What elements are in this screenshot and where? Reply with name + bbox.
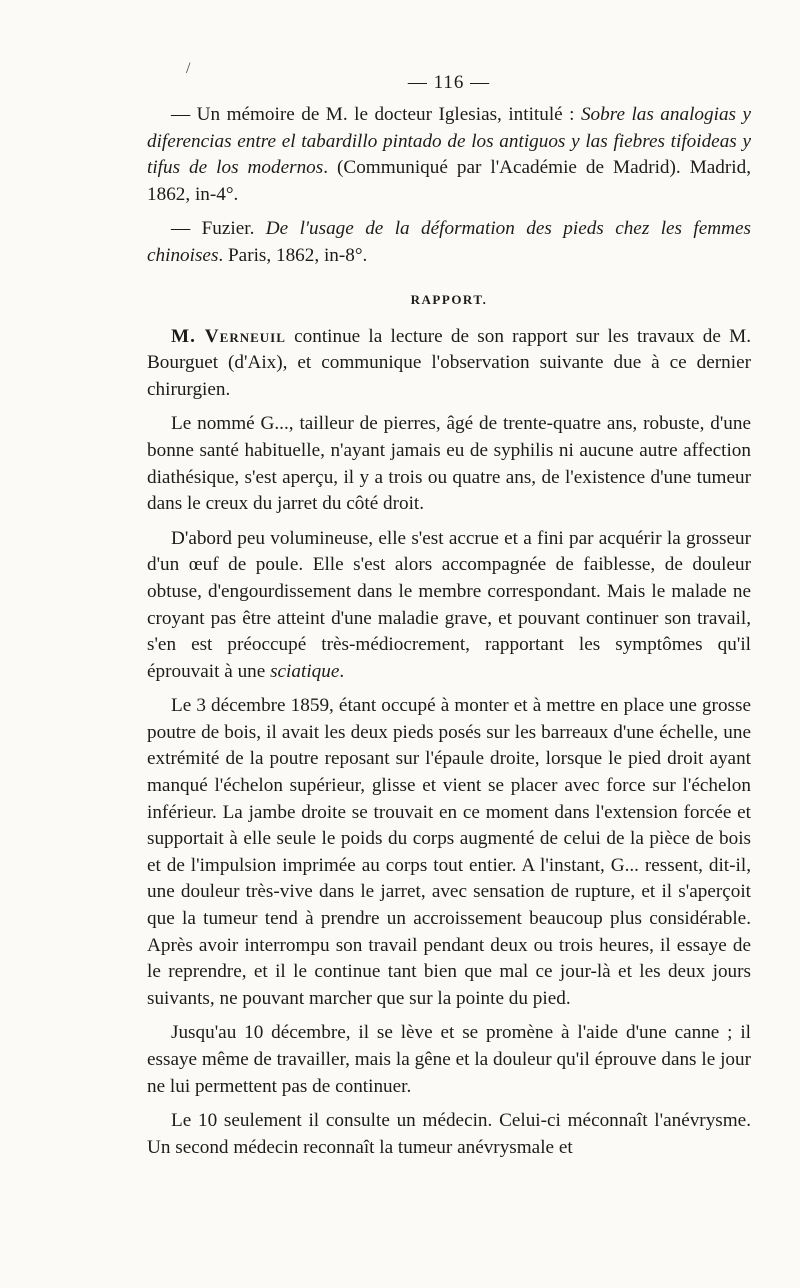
work-title: Sobre las analogias y diferencias entre el tabardillo pintado de los antiguos y las fiebres tifoideas y tifus de los modernos bbox=[147, 104, 751, 179]
paragraph: M. Verneuil continue la lecture de son rapport sur les travaux de M. Bourguet (d'Aix), et communique l'observation suivante due à ce dernier chirurgien. bbox=[147, 325, 751, 400]
emphasis: sciatique bbox=[270, 660, 340, 682]
bibliography-entry-iglesias: — Un mémoire de M. le docteur Iglesias, intitulé : Sobre las analogias y diferencias entre el tabardillo pintado de los antiguos y las fiebres tifoideas y tifus de los modernos. (Communiqué par l'Académie de Madrid). Madrid, 1862, in-4°. bbox=[147, 104, 751, 205]
document-page bbox=[147, 72, 751, 1161]
paragraph: Le nommé G..., tailleur de pierres, âgé de trente-quatre ans, robuste, d'une bonne santé habituelle, n'ayant jamais eu de syphilis ni aucune autre affection diathésique, s'est aperçu, il y a trois ou quatre ans, de l'existence d'une tumeur dans le creux du jarret du côté droit. bbox=[147, 413, 751, 515]
section-heading: RAPPORT. bbox=[410, 291, 488, 307]
paragraph: D'abord peu volumineuse, elle s'est accrue et a fini par acquérir la grosseur d'un œuf de poule. Elle s'est alors accompagnée de faiblesse, de douleur obtuse, d'engourdissement dans le membre correspondant. Mais le malade ne croyant pas être atteint d'une maladie grave, et pouvant continuer son travail, s'en est préoccupé très-médiocrement, rapportant les symptômes qu'il éprouvait à une sciatique. bbox=[147, 527, 751, 682]
paragraph: Le 3 décembre 1859, étant occupé à monter et à mettre en place une grosse poutre de bois, il avait les deux pieds posés sur les barreaux d'une échelle, une extrémité de la poutre reposant sur l'épaule droite, lorsque le pied droit ayant manqué l'échelon supérieur, glisse et vient se placer avec force sur l'échelon inférieur. La jambe droite se trouvait en ce moment dans l'extension forcée et supportait à elle seule le poids du corps augmenté de celui de la pièce de bois et de l'impulsion imprimée au corps tout entier. A l'instant, G... ressent, dit-il, une douleur très-vive dans le jarret, avec sensation de rupture, et il s'aperçoit que la tumeur tend à prendre un accroissement beaucoup plus considérable. Après avoir interrompu son travail pendant deux ou trois heures, il essaye de le reprendre, et il le continue tant bien que mal ce jour-là et les deux jours suivants, ne pouvant marcher que sur la pointe du pied. bbox=[147, 695, 751, 1009]
work-title: De l'usage de la déformation des pieds chez les femmes chinoises bbox=[147, 218, 751, 266]
page-number: — 116 — bbox=[407, 72, 491, 93]
ink-mark: / bbox=[186, 60, 191, 77]
bibliography-entry-fuzier: — Fuzier. De l'usage de la déformation des pieds chez les femmes chinoises. Paris, 1862, in-8°. bbox=[147, 218, 751, 266]
speaker-name: M. Verneuil bbox=[171, 325, 286, 347]
paragraph: Le 10 seulement il consulte un médecin. Celui-ci méconnaît l'anévrysme. Un second médecin reconnaît la tumeur anévrysmale et bbox=[147, 1110, 751, 1158]
paragraph: Jusqu'au 10 décembre, il se lève et se promène à l'aide d'une canne ; il essaye même de travailler, mais la gêne et la douleur qu'il éprouve dans le jour ne lui permettent pas de continuer. bbox=[147, 1022, 751, 1097]
